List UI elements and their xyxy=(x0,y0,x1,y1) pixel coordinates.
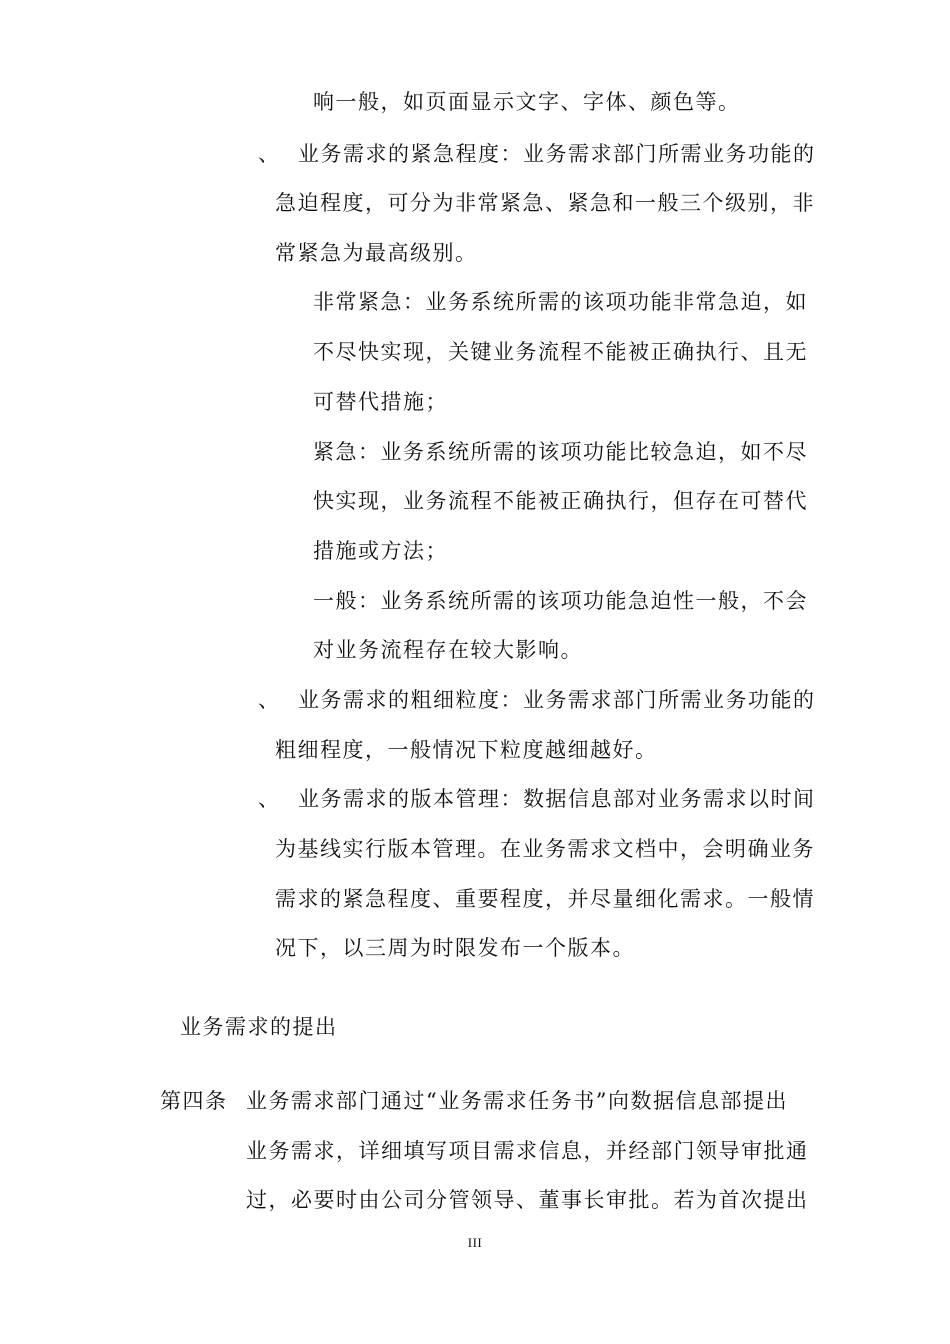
section-heading: 业务需求的提出 xyxy=(180,1015,338,1039)
urgency-level-line: 可替代措施； xyxy=(313,390,448,414)
continuation-line: 响一般，如页面显示文字、字体、颜色等。 xyxy=(313,90,741,114)
list-bullet: 、 xyxy=(258,787,279,811)
list-item-line: 况下，以三周为时限发布一个版本。 xyxy=(275,936,635,960)
urgency-level-line: 紧急：业务系统所需的该项功能比较急迫，如不尽 xyxy=(313,440,808,464)
urgency-level-line: 措施或方法； xyxy=(313,539,448,563)
urgency-level-line: 不尽快实现，关键业务流程不能被正确执行、且无 xyxy=(313,340,808,364)
list-item-line: 业务需求的紧急程度：业务需求部门所需业务功能的 xyxy=(298,142,816,166)
list-bullet: 、 xyxy=(258,142,279,166)
list-item-line: 业务需求的粗细粒度：业务需求部门所需业务功能的 xyxy=(298,688,816,712)
list-item-line: 为基线实行版本管理。在业务需求文档中，会明确业务 xyxy=(275,837,815,861)
urgency-level-line: 快实现，业务流程不能被正确执行，但存在可替代 xyxy=(313,489,808,513)
article-label: 第四条 xyxy=(160,1089,228,1113)
urgency-level-line: 一般：业务系统所需的该项功能急迫性一般，不会 xyxy=(313,589,808,613)
list-item-line: 业务需求的版本管理：数据信息部对业务需求以时间 xyxy=(298,787,816,811)
list-item-line: 粗细程度，一般情况下粒度越细越好。 xyxy=(275,738,658,762)
article-line: 业务需求，详细填写项目需求信息，并经部门领导审批通 xyxy=(246,1139,809,1163)
list-item-line: 常紧急为最高级别。 xyxy=(275,241,478,265)
urgency-level-line: 非常紧急：业务系统所需的该项功能非常急迫，如 xyxy=(313,290,808,314)
list-item-line: 需求的紧急程度、重要程度，并尽量细化需求。一般情 xyxy=(275,887,815,911)
article-line: 业务需求部门通过“业务需求任务书”向数据信息部提出 xyxy=(246,1089,788,1113)
page-number: III xyxy=(467,1235,483,1250)
urgency-level-line: 对业务流程存在较大影响。 xyxy=(313,638,583,662)
article-line: 过，必要时由公司分管领导、董事长审批。若为首次提出 xyxy=(246,1188,809,1212)
list-item-line: 急迫程度，可分为非常紧急、紧急和一般三个级别，非 xyxy=(275,191,815,215)
list-bullet: 、 xyxy=(258,688,279,712)
